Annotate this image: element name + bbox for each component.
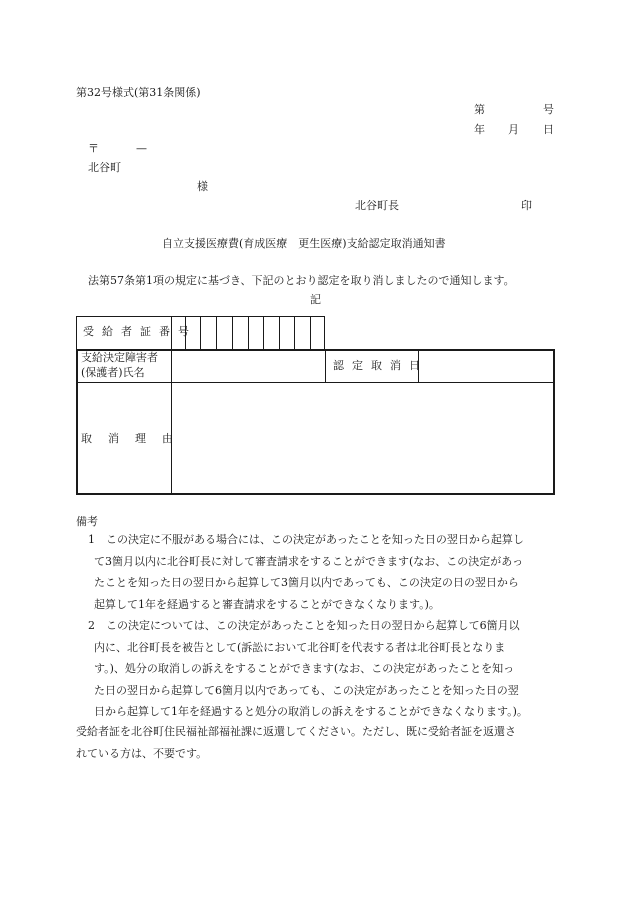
issuer-name: 北谷町長 bbox=[355, 199, 399, 212]
footer-note bbox=[76, 721, 516, 764]
date-year: 年 bbox=[474, 123, 485, 136]
reason-label: 取消理由 bbox=[81, 432, 189, 445]
ki-mark: 記 bbox=[310, 293, 321, 306]
remarks-heading: 備考 bbox=[76, 515, 98, 528]
remarks-item-2-line: た日の翌日から起算して6箇月以内であっても、この決定があったことを知った日の翌 bbox=[94, 683, 519, 697]
cell-divider bbox=[171, 316, 172, 350]
recipient-cert-label: 受給者証番号 bbox=[83, 325, 197, 338]
form-number: 第32号様式(第31条関係) bbox=[76, 86, 201, 99]
remarks-item-1-line: 起算して1年を経過すると審査請求をすることができなくなります。)。 bbox=[94, 597, 440, 611]
disabled-person-label-line2: (保護者)氏名 bbox=[81, 366, 145, 379]
date-day: 日 bbox=[543, 123, 554, 136]
honorific: 様 bbox=[197, 180, 208, 193]
footer-line: 受給者証を北谷町住民福祉部福祉課に返還してください。ただし、既に受給者証を返還さ bbox=[76, 725, 516, 738]
remarks-item-2-line: 日から起算して1年を経過すると処分の取消しの訴えをすることができなくなります。)。 bbox=[94, 705, 528, 719]
remarks-item-2-line: す。)、処分の取消しの訴えをすることができます(なお、この決定があったことを知っ bbox=[94, 662, 515, 676]
doc-number-prefix: 第 bbox=[474, 103, 485, 116]
postal-dash: — bbox=[136, 142, 147, 155]
remarks-item-2-line: 2 この決定については、この決定があったことを知った日の翌日から起算して6箇月以 bbox=[88, 619, 520, 632]
intro-text: 法第57条第1項の規定に基づき、下記のとおり認定を取り消しましたので通知します。 bbox=[88, 274, 515, 287]
footer-line: れている方は、不要です。 bbox=[76, 746, 208, 760]
remarks-item-2-line: 内に、北谷町長を被告として(訴訟において北谷町を代表する者は北谷町長となりま bbox=[94, 640, 506, 654]
remarks-item-1 bbox=[88, 529, 524, 615]
remarks-item-1-line: 1 この決定に不服がある場合には、この決定があったことを知った日の翌日から起算し bbox=[88, 533, 524, 546]
address-town: 北谷町 bbox=[88, 161, 121, 174]
postal-mark: 〒 bbox=[88, 142, 99, 155]
row-divider bbox=[76, 382, 555, 383]
remarks-item-1-line: て3箇月以内に北谷町長に対して審査請求をすることができます(なお、この決定があっ bbox=[94, 554, 524, 568]
label-column-divider bbox=[171, 349, 172, 495]
revocation-date-label: 認定取消日 bbox=[333, 359, 428, 372]
date-label-divider-left bbox=[325, 349, 326, 382]
date-month: 月 bbox=[508, 123, 519, 136]
remarks-item-2 bbox=[88, 615, 528, 723]
doc-number-suffix: 号 bbox=[543, 103, 554, 116]
remarks-item-1-line: たことを知った日の翌日から起算して3箇月以内であっても、この決定の日の翌日から bbox=[94, 576, 519, 590]
seal-mark: 印 bbox=[521, 199, 532, 212]
document-title: 自立支援医療費(育成医療 更生医療)支給認定取消通知書 bbox=[162, 237, 446, 250]
disabled-person-label-line1: 支給決定障害者 bbox=[81, 351, 158, 364]
form-main-box bbox=[76, 349, 555, 495]
